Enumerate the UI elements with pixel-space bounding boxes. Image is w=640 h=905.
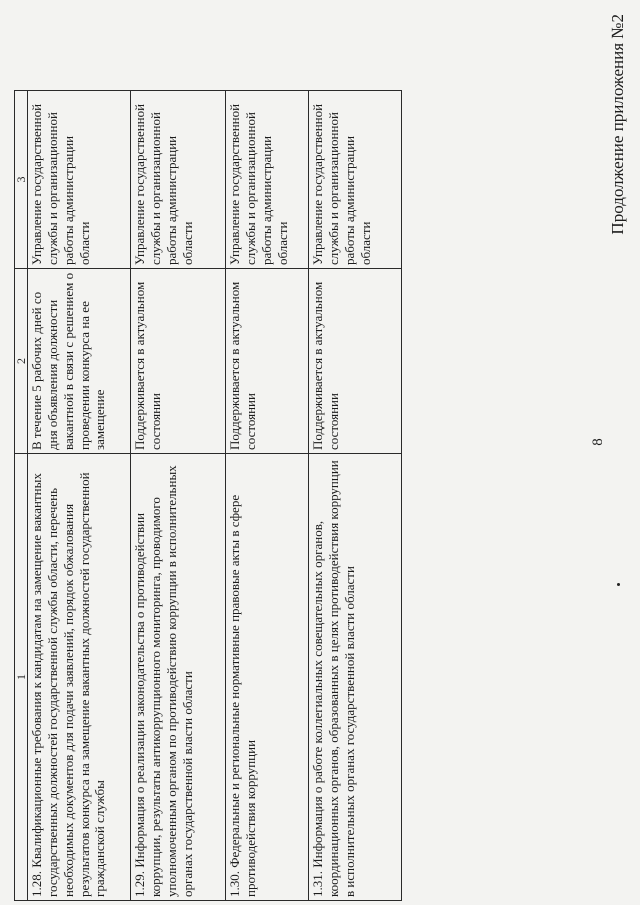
item-cell: 1.30. Федеральные и региональные нормативные правовые акты в сфере противодействия коррупции <box>226 454 309 901</box>
deadline-cell: Поддерживается в актуальном состоянии <box>131 269 226 454</box>
table-row <box>131 91 226 901</box>
item-cell: 1.28. Квалификационные требования к кандидатам на замещение вакантных государственных должностей государственной службы области, перечень необходимых документов для подачи заявлений, порядок обжалования результатов конкурса на замещение вакантных должностей государственной гражданской службы <box>28 454 131 901</box>
column-number-2: 2 <box>15 269 28 454</box>
column-number-3: 3 <box>15 91 28 269</box>
table-row <box>28 91 131 901</box>
table-row <box>226 91 309 901</box>
deadline-cell: Поддерживается в актуальном состоянии <box>309 269 402 454</box>
appendix-header: Продолжение приложения №2 <box>608 14 627 235</box>
page-number: 8 <box>590 438 606 446</box>
measures-table <box>14 90 402 901</box>
item-cell: 1.31. Информация о работе коллегиальных совещательных органов, координационных органов, образованных в целях противодействия коррупции в исполнительных органах государственной власти области <box>309 454 402 901</box>
column-number-row <box>15 91 28 901</box>
column-number-1: 1 <box>15 454 28 901</box>
responsible-cell: Управление государственной службы и организационной работы администрации области <box>309 91 402 269</box>
responsible-cell: Управление государственной службы и организационной работы администрации области <box>28 91 131 269</box>
responsible-cell: Управление государственной службы и организационной работы администрации области <box>131 91 226 269</box>
scan-speck <box>617 583 620 586</box>
deadline-cell: Поддерживается в актуальном состоянии <box>226 269 309 454</box>
responsible-cell: Управление государственной службы и организационной работы администрации области <box>226 91 309 269</box>
table-row <box>309 91 402 901</box>
deadline-cell: В течение 5 рабочих дней со дня объявления должности вакантной в связи с решением о проведении конкурса на ее замещение <box>28 269 131 454</box>
item-cell: 1.29. Информация о реализации законодательства о противодействии коррупции, результаты антикоррупционного мониторинга, проводимого уполномоченным органом по противодействию коррупции в исполнительных органах государственной власти области <box>131 454 226 901</box>
